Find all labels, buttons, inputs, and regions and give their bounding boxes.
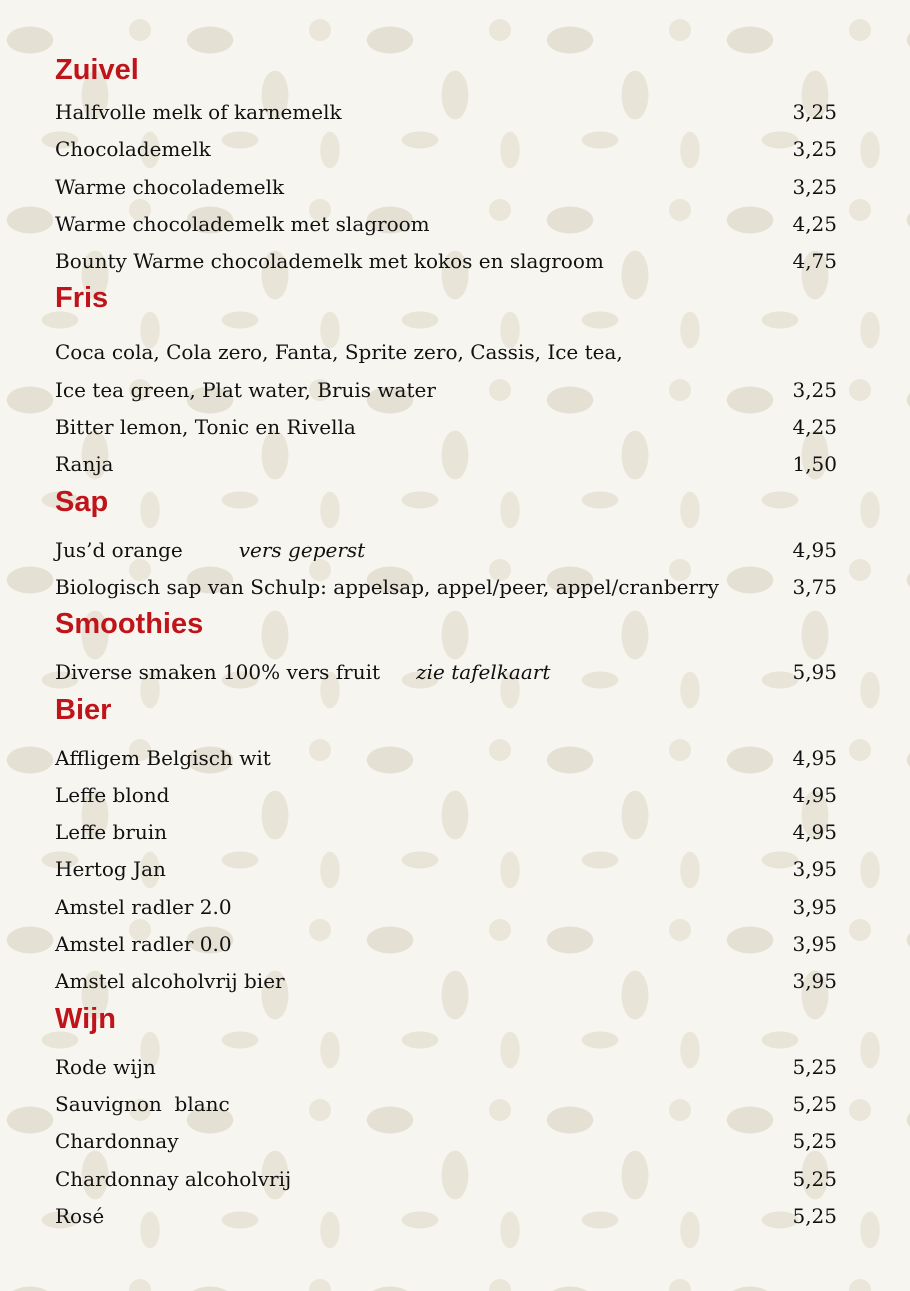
- menu-item: [55, 654, 837, 691]
- item-price: 1,50: [792, 452, 837, 477]
- item-price: 3,95: [792, 894, 837, 919]
- menu-item: [55, 243, 837, 280]
- menu-item: [55, 532, 837, 569]
- item-name: Rode wijn: [55, 1054, 156, 1079]
- menu-item: [55, 169, 837, 206]
- menu-item: [55, 926, 837, 963]
- item-name: Jus’d orange: [55, 537, 183, 562]
- menu-item: [55, 889, 837, 926]
- menu-item: [55, 740, 837, 777]
- item-name: Biologisch sap van Schulp: appelsap, appel/peer, appel/cranberry: [55, 574, 719, 599]
- menu-item: [55, 94, 837, 131]
- item-name: Amstel alcoholvrij bier: [55, 969, 285, 994]
- item-name: Warme chocolademelk: [55, 174, 285, 199]
- item-name: Leffe bruin: [55, 820, 168, 845]
- section-title-zuivel: Zuivel: [55, 54, 139, 86]
- item-name: Bounty Warme chocolademelk met kokos en slagroom: [55, 249, 604, 274]
- item-name: Amstel radler 0.0: [55, 932, 232, 957]
- item-price: 4,95: [792, 820, 837, 845]
- item-price: 3,25: [792, 100, 837, 124]
- menu-item: [55, 963, 837, 1000]
- menu-item: [55, 409, 837, 446]
- section-bier: [55, 692, 837, 1001]
- menu-item: [55, 1123, 837, 1160]
- section-title-smoothies: Smoothies: [55, 608, 204, 641]
- section-wijn: [55, 1001, 837, 1235]
- item-price: 5,25: [792, 1166, 837, 1191]
- menu-item: [55, 1049, 837, 1086]
- item-name: Warme chocolademelk met slagroom: [55, 211, 430, 236]
- item-price: 3,75: [792, 574, 837, 599]
- section-sap: [55, 484, 837, 607]
- item-name: Chardonnay alcoholvrij: [55, 1166, 292, 1191]
- menu-item: [55, 131, 837, 168]
- item-name: Chardonnay: [55, 1129, 179, 1154]
- item-name: Affligem Belgisch wit: [55, 745, 271, 770]
- menu-item: [55, 569, 837, 606]
- menu-page: [55, 52, 837, 1235]
- item-price: 5,25: [792, 1203, 837, 1228]
- section-fris: [55, 280, 837, 483]
- item-price: 4,95: [792, 782, 837, 807]
- item-price: 3,95: [792, 932, 837, 957]
- section-title-sap: Sap: [55, 485, 109, 518]
- menu-item: [55, 1161, 837, 1198]
- section-smoothies: [55, 606, 837, 691]
- item-name: Ranja: [55, 452, 114, 477]
- section-title-wijn: Wijn: [55, 1002, 116, 1035]
- item-price: 5,25: [792, 1129, 837, 1154]
- item-price: 4,25: [792, 415, 837, 440]
- menu-item: [55, 334, 837, 371]
- item-note: vers geperst: [238, 537, 366, 562]
- menu-item: [55, 1086, 837, 1123]
- item-price: 5,25: [792, 1054, 837, 1079]
- item-price: 4,75: [792, 249, 837, 274]
- item-name: Amstel radler 2.0: [55, 894, 232, 919]
- section-title-fris: Fris: [55, 282, 109, 315]
- menu-item: [55, 777, 837, 814]
- item-name: Halfvolle melk of karnemelk: [55, 100, 342, 124]
- item-price: 3,95: [792, 969, 837, 994]
- item-price: 3,25: [792, 137, 837, 162]
- item-name: Bitter lemon, Tonic en Rivella: [55, 415, 356, 440]
- menu-item: [55, 446, 837, 483]
- item-name: Leffe blond: [55, 782, 170, 807]
- item-name: Chocolademelk: [55, 137, 211, 162]
- section-title-bier: Bier: [55, 693, 112, 726]
- item-price: 5,95: [792, 660, 837, 685]
- item-name: Diverse smaken 100% vers fruit: [55, 660, 381, 685]
- item-price: 3,25: [792, 377, 837, 402]
- item-name: Ice tea green, Plat water, Bruis water: [55, 377, 436, 402]
- item-name: Sauvignon blanc: [55, 1091, 230, 1116]
- item-price: 3,25: [792, 174, 837, 199]
- item-name: Hertog Jan: [55, 857, 166, 882]
- item-price: 4,95: [792, 745, 837, 770]
- item-price: 3,95: [792, 857, 837, 882]
- menu-item: [55, 372, 837, 409]
- item-name: Coca cola, Cola zero, Fanta, Sprite zero, Cassis, Ice tea,: [55, 340, 623, 365]
- menu-item: [55, 1198, 837, 1235]
- item-name: Rosé: [55, 1203, 105, 1228]
- item-price: 4,25: [792, 211, 837, 236]
- item-note: zie tafelkaart: [416, 660, 551, 685]
- menu-item: [55, 851, 837, 888]
- menu-item: [55, 814, 837, 851]
- section-zuivel: [55, 52, 837, 280]
- item-price: 5,25: [792, 1091, 837, 1116]
- menu-item: [55, 206, 837, 243]
- item-price: 4,95: [792, 537, 837, 562]
